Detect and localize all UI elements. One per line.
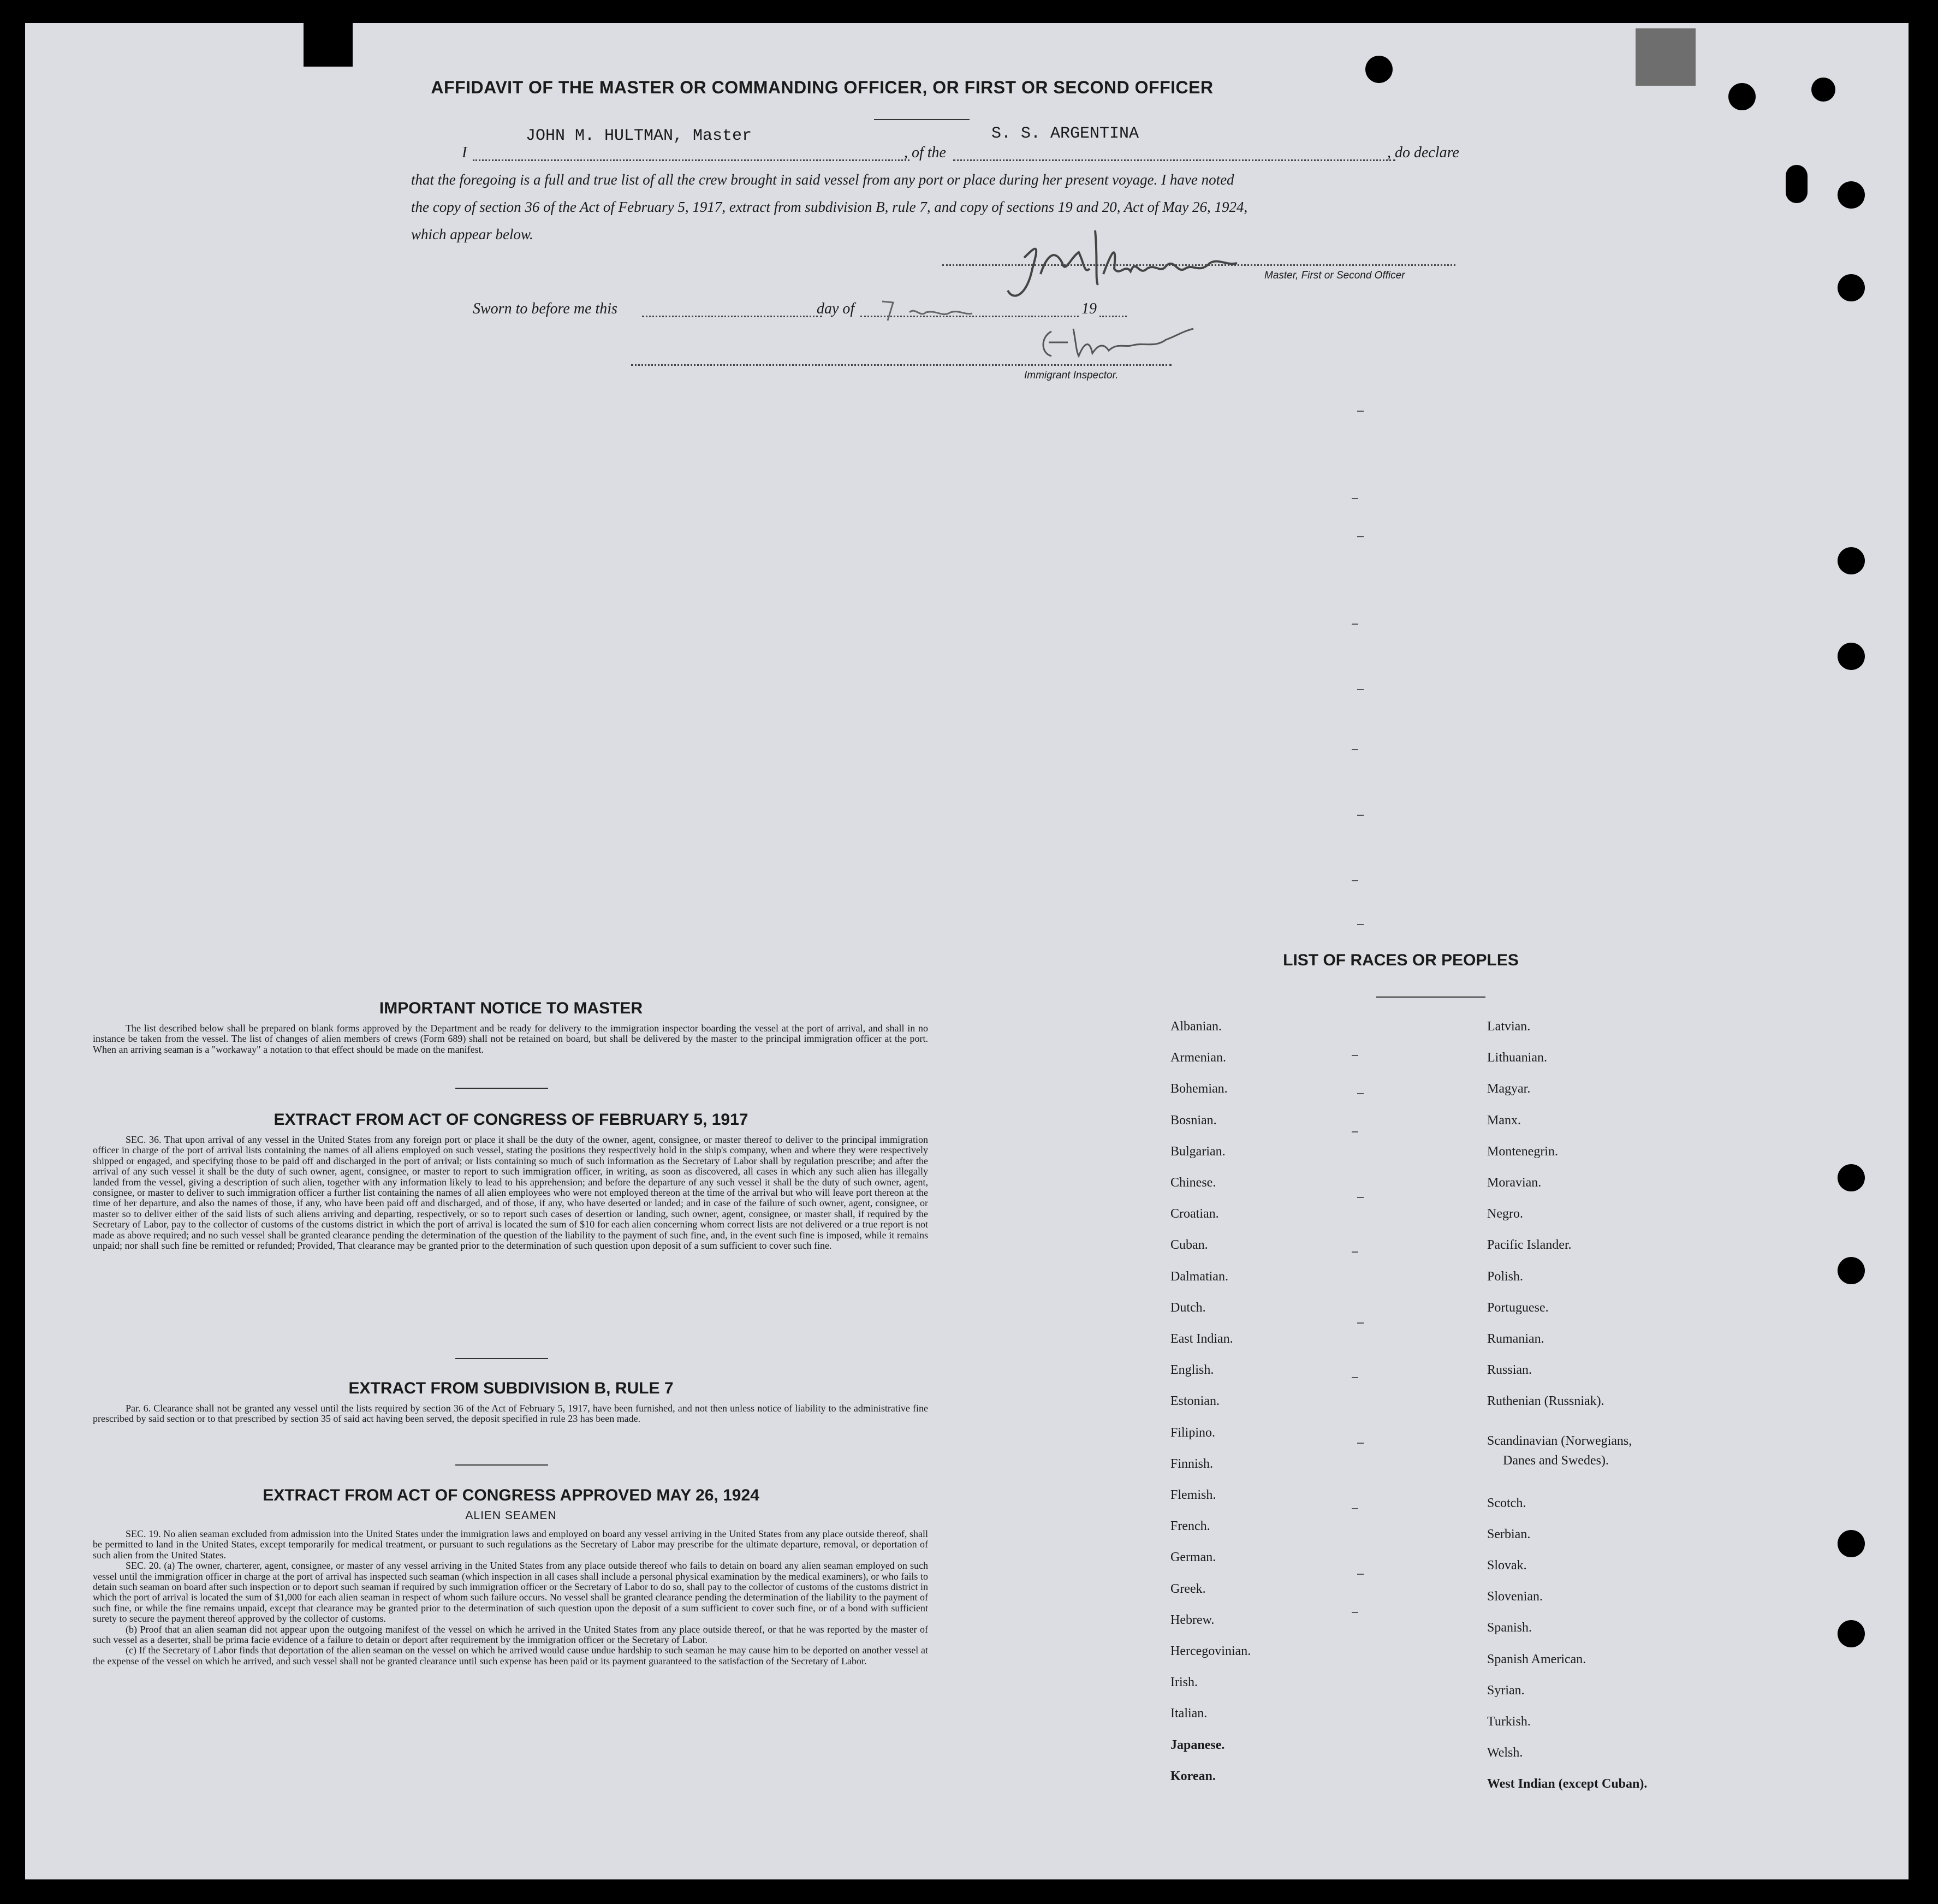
guide-tick [1352,880,1358,881]
guide-tick [1352,1055,1358,1056]
vessel-name: S. S. ARGENTINA [991,124,1139,143]
race-item: Magyar. [1487,1082,1531,1096]
race-item: English. [1170,1363,1214,1378]
affidavit-title: AFFIDAVIT OF THE MASTER OR COMMANDING OFFICER, OR FIRST OR SECOND OFFICER [431,78,1214,97]
race-item: Chinese. [1170,1176,1216,1190]
extract-rule7-title: EXTRACT FROM SUBDIVISION B, RULE 7 [348,1379,674,1397]
extract-1917-body: SEC. 36. That upon arrival of any vessel in the United States from any foreign port or place it shall be the duty of the owner, agent, consignee, or master thereof to deliver to the principal immigration officer in charge of the port of arrival lists containing the names of all aliens employed on such vessel, stating the positions they respectively hold in the ship's company, when and where they were respectively shipped or engaged, and specifying those to be paid off and discharged in the port of arrival; or lists containing so much of such information as the Secretary of Labor shall by regulation prescribe; and after the arrival of any such vessel it shall be the duty of such owner, agent, consignee, or master to report to such immigration officer, in writing, as soon as discovered, all cases in which any such alien has illegally landed from the vessel, giving a description of such alien, together with any information likely to lead to his apprehension; and before the departure of any such vessel it shall be the duty of such owner, agent, consignee, or master to deliver to such immigration officer a further list containing the names of all alien employees who were not employed thereon at the time of the arrival but who will leave port thereon at the time of her departure, and also the names of those, if any, who have been paid off and discharged, and of those, if any, who have deserted or landed; and in case of the failure of such owner, agent, consignee, or master so to deliver either of the said lists of such aliens arriving and departing, respectively, or so to report such cases of desertion or landing, such owner, agent, consignee, or master shall, if required by the Secretary of Labor, pay to the collector of customs of the customs district in which the port of arrival is located the sum of $10 for each alien concerning whom correct lists are not delivered or a true report is not made as above required; and no such vessel shall be granted clearance pending the determination of the question of the liability to the payment of such fine, and, in the event such fine is imposed, while it remains unpaid; nor shall such fine be remitted or refunded; Provided, That clearance may be granted prior to the determination of such question upon deposit of a sum sufficient to cover such fine. [93,1134,928,1251]
guide-tick [1357,1322,1364,1324]
punch-hole [1838,1257,1865,1284]
punch-hole [1838,1530,1865,1557]
races-title: LIST OF RACES OR PEOPLES [1283,951,1519,969]
year-dotted-line [1099,316,1127,317]
extract-1917-text [93,1135,928,1251]
notice-text [93,1023,928,1055]
race-item: Italian. [1170,1706,1208,1721]
punch-hole [1838,643,1865,670]
race-item: Russian. [1487,1363,1532,1378]
race-item: Croatian. [1170,1207,1219,1221]
guide-tick [1357,815,1364,816]
affidavit-body-line-3: which appear below. [411,226,533,242]
race-item: Syrian. [1487,1683,1525,1698]
sec-20c-text: (c) If the Secretary of Labor finds that deportation of the alien seaman on the vessel on which he arrived would cause undue hardship to such seaman he may cause him to be deported on another vessel at the expense of the vessel on which he arrived, and such vessel shall not be granted clearance until such expense has been paid or its payment guaranteed to the satisfaction of the Secretary of Labor. [93,1645,928,1666]
race-item: Cuban. [1170,1238,1208,1253]
race-item: German. [1170,1550,1216,1565]
of-the-label: , of the [904,144,946,161]
race-item: Flemish. [1170,1488,1216,1502]
signature-caption: Master, First or Second Officer [1264,270,1405,281]
extract-1924-text [93,1529,928,1666]
guide-tick [1352,1377,1358,1378]
guide-tick [1357,536,1364,537]
race-item: Japanese. [1170,1737,1225,1752]
race-item: Danes and Swedes). [1503,1453,1609,1468]
inspector-dotted-line [631,364,1172,366]
sec-19-text: SEC. 19. No alien seaman excluded from admission into the United States under the immigration laws and employed on board any vessel arriving in the United States from any place outside thereof, shall be permitted to land in the United States, except temporarily for medical treatment, or pursuant to such regulations as the Secretary of Labor may prescribe for the ultimate departure, removal, or deportation of such alien from the United States. [93,1528,928,1561]
section-rule [455,1464,548,1466]
page-notch [304,23,353,67]
guide-tick [1352,624,1358,625]
race-item: West Indian (except Cuban). [1487,1777,1648,1792]
race-item: Dalmatian. [1170,1269,1228,1284]
race-item: Scandinavian (Norwegians, [1487,1433,1632,1448]
notice-text-body: The list described below shall be prepared on blank forms approved by the Department and be ready for delivery to the immigration inspector boarding the vessel at the port of arrival, and shall in no instance be taken from the vessel. The list of changes of alien members of crews (Form 689) shall not be retained on board, but shall be delivered by the master to the principal immigration officer at the port. When an arriving seaman is a "workaway" a notation to that effect should be made on the manifest. [93,1023,928,1055]
month-handwriting [877,296,1041,323]
race-item: Scotch. [1487,1496,1526,1510]
race-item: Bohemian. [1170,1082,1228,1096]
guide-tick [1357,689,1364,690]
race-item: Hebrew. [1170,1612,1215,1627]
corner-stain [1636,28,1696,86]
guide-tick [1352,749,1358,750]
punch-hole [1838,274,1865,301]
sworn-dotted-line [642,316,822,317]
guide-tick [1357,1093,1364,1094]
vessel-dotted-line [953,159,1395,161]
race-item: Albanian. [1170,1019,1222,1034]
punch-hole [1811,78,1835,102]
notice-title: IMPORTANT NOTICE TO MASTER [379,999,643,1017]
guide-tick [1352,1251,1358,1253]
guide-tick [1352,1612,1358,1613]
race-item: French. [1170,1519,1210,1534]
guide-tick [1352,498,1358,499]
race-item: Slovak. [1487,1558,1527,1573]
races-title-rule [1376,997,1485,998]
race-item: Spanish American. [1487,1652,1586,1666]
year-prefix: 19 [1081,300,1097,317]
punch-hole [1728,83,1756,110]
extract-rule7-text [93,1403,928,1425]
race-item: Dutch. [1170,1300,1206,1315]
punch-hole [1838,1164,1865,1191]
race-item: Montenegrin. [1487,1144,1558,1159]
race-item: Polish. [1487,1269,1524,1284]
race-item: East Indian. [1170,1332,1233,1346]
race-item: Filipino. [1170,1425,1216,1440]
guide-tick [1352,1131,1358,1132]
section-rule [455,1358,548,1359]
affidavit-i-label: I [462,144,467,161]
do-declare-label: , do declare [1387,144,1459,161]
race-item: Manx. [1487,1113,1521,1128]
affidavit-body-line-2: the copy of section 36 of the Act of February 5, 1917, extract from subdivision B, rule 7, and copy of sections 19 and 20, Act of May 26, 1924, [411,199,1248,215]
race-item: Serbian. [1487,1527,1531,1541]
affidavit-body-line-1: that the foregoing is a full and true list of all the crew brought in said vessel from any port or place during her present voyage. I have noted [411,171,1234,188]
race-item: Lithuanian. [1487,1051,1547,1065]
sec-20b-text: (b) Proof that an alien seaman did not appear upon the outgoing manifest of the vessel on which he arrived in the United States from any place outside thereof, or that he was reported by the master of such vessel as a deserter, shall be prima facie evidence of a failure to detain or deport after requirement by the immigration officer or the Secretary of Labor. [93,1623,928,1646]
guide-tick [1357,1574,1364,1575]
race-item: Ruthenian (Russniak). [1487,1394,1604,1409]
signature-dotted-line [942,264,1455,266]
guide-tick [1352,1508,1358,1509]
race-item: Slovenian. [1487,1589,1543,1604]
race-item: Bosnian. [1170,1113,1217,1128]
race-item: Armenian. [1170,1051,1226,1065]
punch-hole [1838,547,1865,574]
section-rule [455,1088,548,1089]
race-item: Portuguese. [1487,1300,1549,1315]
race-item: Spanish. [1487,1621,1532,1635]
race-item: Greek. [1170,1581,1206,1596]
extract-rule7-body: Par. 6. Clearance shall not be granted any vessel until the lists required by section 36 of the Act of February 5, 1917, have been furnished, and not then unless notice of liability to the administrative fine prescribed by said section or to that prescribed by section 35 of said act having been served, the deposit specified in rule 23 has been made. [93,1403,928,1425]
race-item: Bulgarian. [1170,1144,1226,1159]
inspector-signature [1030,321,1226,375]
title-rule [874,119,970,120]
day-of-label: day of [817,300,855,317]
extract-1924-subtitle: ALIEN SEAMEN [465,1509,557,1522]
punch-hole [1786,165,1808,203]
guide-tick [1357,1443,1364,1444]
extract-1917-title: EXTRACT FROM ACT OF CONGRESS OF FEBRUARY 5, 1917 [274,1111,748,1129]
race-item: Finnish. [1170,1456,1214,1471]
race-item: Hercegovinian. [1170,1644,1251,1658]
race-item: Moravian. [1487,1176,1542,1190]
guide-tick [1357,924,1364,925]
sworn-label: Sworn to before me this [473,300,617,317]
guide-tick [1357,1197,1364,1198]
race-item: Pacific Islander. [1487,1238,1572,1253]
sec-20a-text: SEC. 20. (a) The owner, charterer, agent, consignee, or master of any vessel arriving in the United States from any place outside thereof who fails to detain on board any alien seaman employed on such vessel until the immigration officer in charge at the port of arrival has inspected such seaman (which inspection in all cases shall include a personal physical examination by the medical examiners), or who fails to detain such seaman on board after such inspection or to deport such seaman if required by such immigration officer or the Secretary of Labor to do so, shall pay to the collector of customs of the customs district in which the port of arrival is located the sum of $1,000 for each alien seaman in respect of whom such failure occurs. No vessel shall be granted clearance pending the determination of the liability to the payment of such fine, or while the fine remains unpaid, except that clearance may be granted prior to the determination of such question upon the deposit of a sum sufficient to cover such fine, or of a bond with sufficient surety to secure the payment thereof approved by the collector of customs. [93,1560,928,1624]
race-item: Estonian. [1170,1394,1220,1409]
extract-1924-title: EXTRACT FROM ACT OF CONGRESS APPROVED MAY 26, 1924 [263,1486,759,1504]
name-dotted-line [473,159,909,161]
race-item: Latvian. [1487,1019,1531,1034]
guide-tick [1357,411,1364,412]
punch-hole [1838,1620,1865,1647]
race-item: Welsh. [1487,1746,1523,1760]
race-item: Irish. [1170,1675,1198,1690]
master-signature [1002,225,1286,318]
document-page [25,23,1909,1879]
race-item: Korean. [1170,1769,1216,1783]
punch-hole [1838,181,1865,209]
race-item: Turkish. [1487,1715,1531,1729]
inspector-caption: Immigrant Inspector. [1024,370,1119,381]
master-name: JOHN M. HULTMAN, Master [526,127,752,145]
race-item: Rumanian. [1487,1332,1544,1346]
race-item: Negro. [1487,1207,1523,1221]
